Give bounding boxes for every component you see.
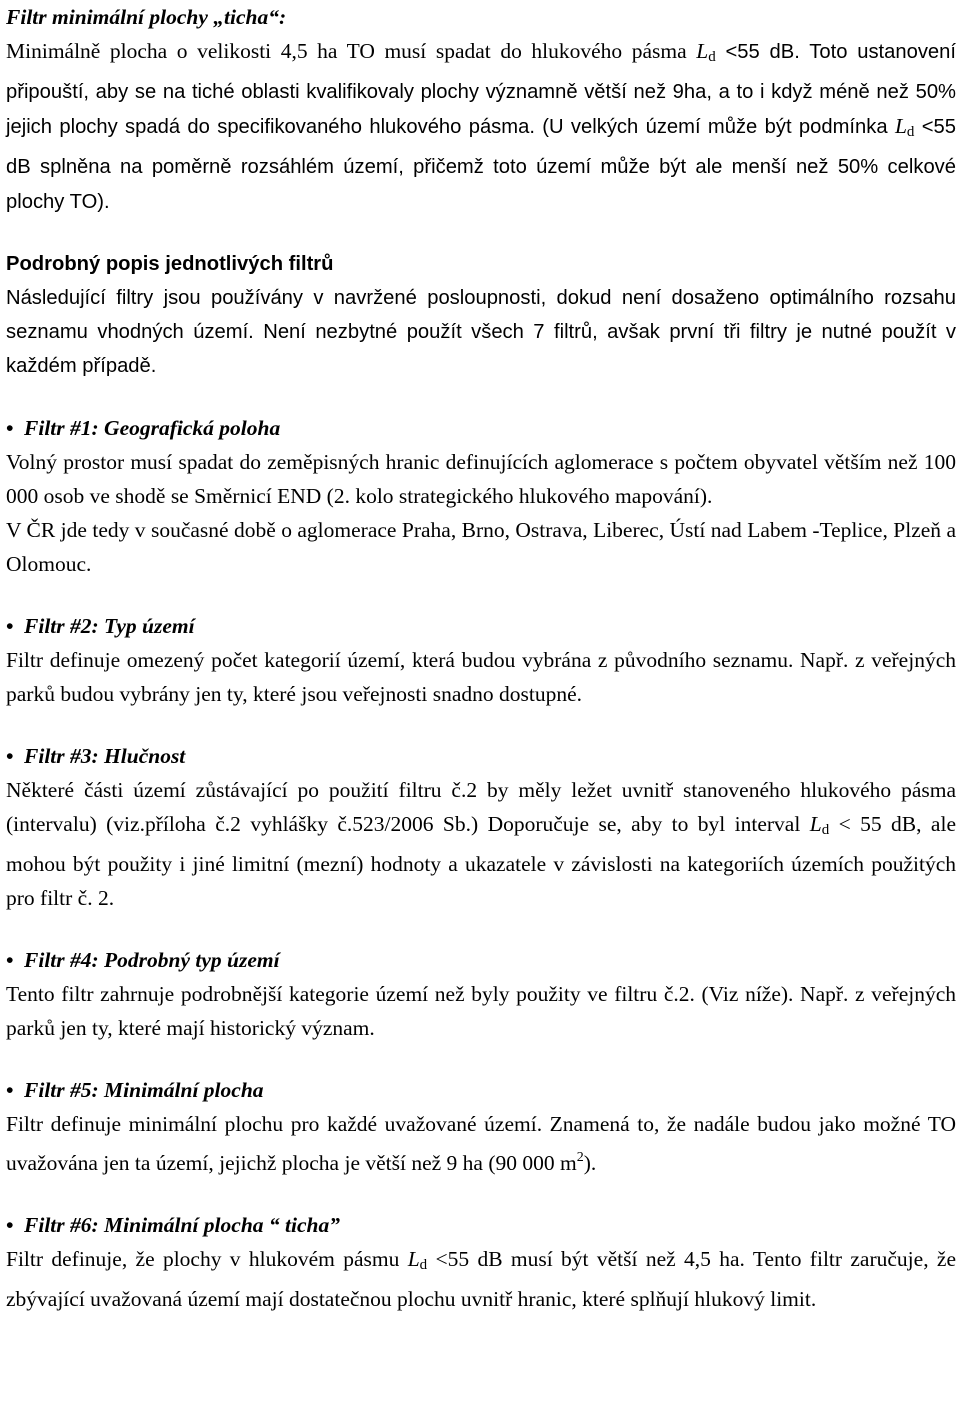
filter-1-title: Filtr #1: Geografická poloha xyxy=(24,416,281,440)
filter-5-text-1: Filtr definuje minimální plochu pro každé uvažované území. Znamená to, že nadále budou jako možné TO uvažována jen ta území, jejichž plocha je větší než 9 ha (90 000 m xyxy=(6,1112,956,1175)
filter-4-heading xyxy=(6,943,956,977)
symbol-l: L xyxy=(696,39,709,63)
intro-text-3: <55 dB splněna na poměrně rozsáhlém území, přičemž toto území může být ale menší než 50% celkové plochy TO). xyxy=(6,116,957,213)
symbol-l: L xyxy=(407,1247,420,1271)
bullet-icon: • xyxy=(6,948,14,972)
filter-6-text-1: Filtr definuje, že plochy v hlukovém pásmu xyxy=(6,1247,408,1271)
bullet-icon: • xyxy=(6,744,14,768)
filter-5-heading xyxy=(6,1073,956,1107)
filter-6-heading xyxy=(6,1208,956,1242)
symbol-sub-d: d xyxy=(821,822,830,838)
bullet-icon: • xyxy=(6,614,14,638)
bullet-icon: • xyxy=(6,1213,14,1237)
filter-2-title: Filtr #2: Typ území xyxy=(24,614,195,638)
intro-text-1: Minimálně plocha o velikosti 4,5 ha TO musí spadat do hlukového pásma xyxy=(6,39,697,63)
intro-paragraph xyxy=(6,34,956,219)
filter-6-title: Filtr #6: Minimální plocha “ ticha” xyxy=(24,1213,340,1237)
filter-6-text-2: <55 dB musí být větší než 4,5 ha. Tento filtr zaručuje, že zbývající uvažovaná území mají dostatečnou plochu uvnitř hranic, které splňují hlukový limit. xyxy=(6,1247,956,1311)
bullet-icon: • xyxy=(6,1078,14,1102)
filter-4-paragraph: Tento filtr zahrnuje podrobnější kategorie území než byly použity ve filtru č.2. (Viz níže). Např. z veřejných parků jen ty, které mají historický význam. xyxy=(6,982,956,1040)
intro-text-2: <55 dB. Toto ustanovení připouští, aby se na tiché oblasti kvalifikovaly plochy významně větší než 9ha, a to i když méně než 50% jejich plochy spadá do specifikovaného hlukového pásma. (U velkých území může být podmínka xyxy=(6,41,956,138)
symbol-l: L xyxy=(809,812,822,836)
superscript-2: 2 xyxy=(576,1150,584,1165)
symbol-sub-d: d xyxy=(906,124,915,140)
filter-3-text-1: Některé části území zůstávající po použití filtru č.2 by měly ležet uvnitř stanoveného hlukového pásma (intervalu) (viz.příloha č.2 vyhlášky č.523/2006 Sb.) Doporučuje se, aby to byl interval xyxy=(6,778,956,836)
filter-2-heading xyxy=(6,609,956,643)
filter-4-title: Filtr #4: Podrobný typ území xyxy=(24,948,280,972)
filter-5-title: Filtr #5: Minimální plocha xyxy=(24,1078,264,1102)
filter-3-text-2: < 55 dB, ale mohou být použity i jiné limitní (mezní) hodnoty a ukazatele v závislosti na kategoriích územích použitých pro filtr č. 2. xyxy=(6,812,956,910)
symbol-l: L xyxy=(894,114,907,138)
filter-2-paragraph: Filtr definuje omezený počet kategorií území, která budou vybrána z původního seznamu. Např. z veřejných parků budou vybrány jen ty, které jsou veřejnosti snadno dostupné. xyxy=(6,648,956,706)
filter-5-paragraph xyxy=(6,1107,956,1180)
section-heading-detail: Podrobný popis jednotlivých filtrů xyxy=(6,253,334,275)
bullet-icon: • xyxy=(6,416,14,440)
symbol-sub-d: d xyxy=(708,49,716,65)
filter-1-heading xyxy=(6,411,956,445)
filter-3-paragraph xyxy=(6,773,956,915)
filter-3-heading xyxy=(6,739,956,773)
filter-1-paragraph-2: V ČR jde tedy v současné době o aglomerace Praha, Brno, Ostrava, Liberec, Ústí nad Labem -Teplice, Plzeň a Olomouc. xyxy=(6,518,956,576)
symbol-sub-d: d xyxy=(419,1257,428,1273)
detail-paragraph: Následující filtry jsou používány v navržené posloupnosti, dokud není dosaženo optimálního rozsahu seznamu vhodných území. Není nezbytné použít všech 7 filtrů, avšak první tři filtry je nutné použít v každém případě. xyxy=(6,287,956,377)
section-heading-quiet-area-filter: Filtr minimální plochy „ticha“: xyxy=(6,5,287,29)
filter-6-paragraph xyxy=(6,1242,956,1316)
filter-1-paragraph-1: Volný prostor musí spadat do zeměpisných hranic definujících aglomerace s počtem obyvatel větším než 100 000 osob ve shodě se Směrnicí END (2. kolo strategického hlukového mapování). xyxy=(6,450,956,508)
filter-3-title: Filtr #3: Hlučnost xyxy=(24,744,186,768)
filter-5-text-2: ). xyxy=(583,1151,597,1175)
document xyxy=(6,0,956,1316)
